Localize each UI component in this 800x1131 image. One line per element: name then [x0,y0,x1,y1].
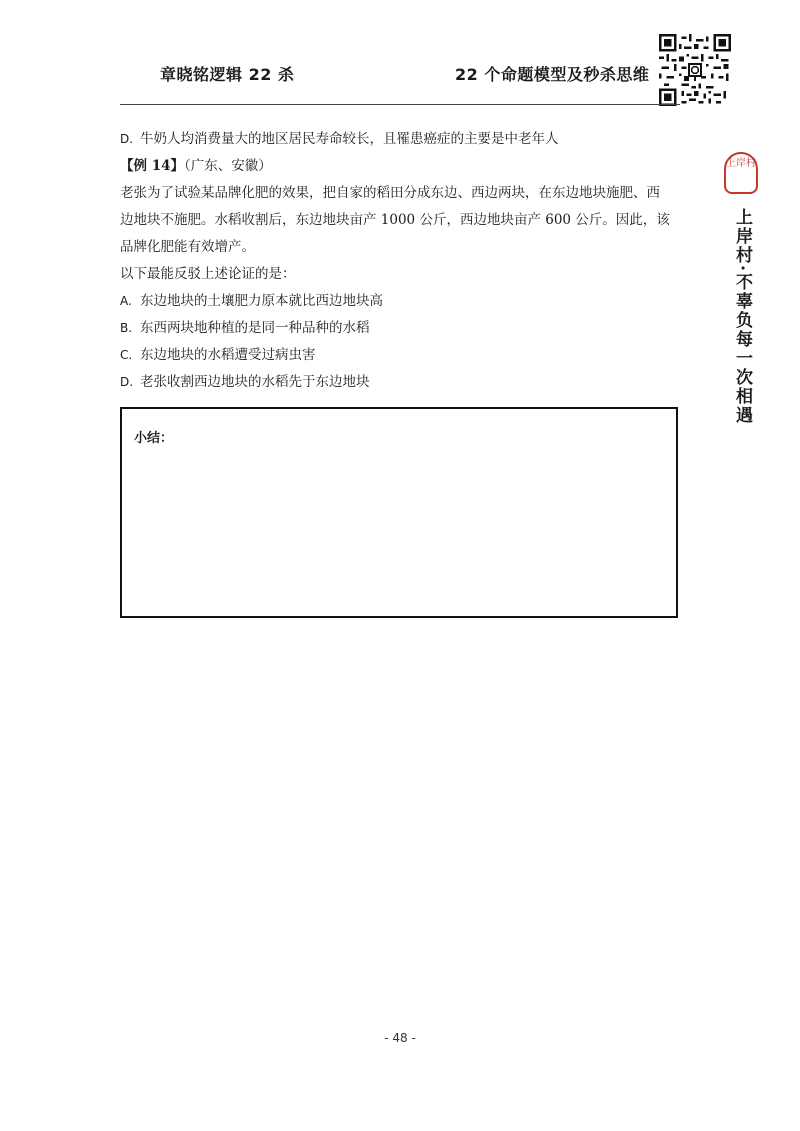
stem-line: 品牌化肥能有效增产。 [120,239,255,255]
example-tag: 【例 14】 [120,158,184,174]
option-text: 东西两块地种植的是同一种品种的水稻 [140,320,370,336]
previous-option-d [120,126,685,153]
option-a [120,288,685,315]
header-right-title: 22 个命题模型及秒杀思维 [455,65,650,84]
option-text: 牛奶人均消费量大的地区居民寿命较长，且罹患癌症的主要是中老年人 [140,131,559,147]
option-b [120,315,685,342]
option-letter: D. [120,375,134,389]
option-c [120,342,685,369]
option-letter: D. [120,132,134,146]
qr-code-icon [659,34,731,106]
page-content [120,126,685,396]
option-letter: A. [120,294,132,308]
option-d [120,369,685,396]
question-prompt: 以下最能反驳上述论证的是： [120,266,296,282]
stem-line: 老张为了试验某品牌化肥的效果，把自家的稻田分成东边、西边两块，在东边地块施肥、西 [120,185,660,201]
option-text: 东边地块的土壤肥力原本就比西边地块高 [140,293,383,309]
side-motto: 上岸村·不辜负每一次相遇 [732,208,752,425]
stem-line: 边地块不施肥。水稻收割后，东边地块亩产 1000 公斤，西边地块亩产 600 公斤。因此，该 [120,212,670,228]
header-rule [120,104,680,105]
seal-logo: 上岸村 [724,152,758,194]
example-source: （广东、安徽） [184,158,272,174]
example-heading [120,153,685,180]
summary-label: 小结： [134,431,174,446]
option-letter: C. [120,348,133,362]
option-text: 老张收割西边地块的水稻先于东边地块 [140,374,370,390]
option-text: 东边地块的水稻遭受过病虫害 [140,347,316,363]
summary-box [120,407,678,618]
header-left-title: 章晓铭逻辑 22 杀 [160,65,295,84]
option-letter: B. [120,321,133,335]
page-number: - 48 - [384,1031,416,1045]
